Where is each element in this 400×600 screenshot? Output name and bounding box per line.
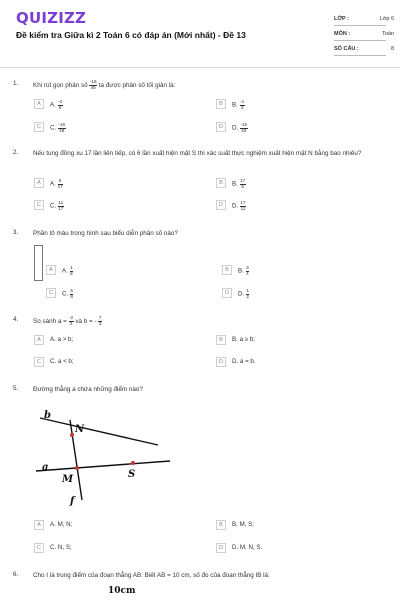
question-number: 5. [13,385,19,392]
question-text: Nếu tung đồng xu 17 lần liên tiếp, có 6 lần xuất hiện mặt S thì xác suất thực nghiệm xuất hiện mặt N bằng bao nhiêu? [33,150,362,157]
label-f: f [70,496,75,507]
option-letter-box: D [216,200,226,210]
label-a: a [42,462,49,473]
meta-class: LỚP : Lớp 6 [334,16,394,22]
question-number: 4. [13,316,19,323]
question-text: So sánh a = $\frac{-2}{3}$ và b = - $\frac{7}{3}$ [33,315,102,326]
meta-question-count: SỐ CÂU : 8 [334,46,394,52]
question-number: 2. [13,149,19,156]
geometry-figure [30,400,180,510]
segment-length-label: 10cm [108,586,136,596]
meta-divider [334,40,386,41]
option-letter-box: C [34,200,44,210]
line-b [40,418,158,445]
option-letter-box: D [216,357,226,367]
question-number: 1. [13,80,19,87]
label-m: M [62,474,74,485]
option-letter-box: B [216,520,226,530]
option-letter-box: C [34,357,44,367]
label-n: N [75,424,85,435]
option-letter-box: D [216,122,226,132]
meta-divider [334,25,386,26]
fraction: $\frac{7}{3}$ [98,315,102,326]
quizizz-logo: QUIZIZZ [16,9,87,27]
fraction: $\frac{-2}{3}$ [69,315,74,326]
option-letter-box: C [34,543,44,553]
question-text: Khi rút gọn phân số $\frac{-16}{48}$ ta được phân số tối giản là: [33,79,176,90]
document-header [0,0,400,62]
option-letter-box: A [34,335,44,345]
option-letter-box: B [216,99,226,109]
label-s: S [128,469,136,480]
meta-divider [334,55,386,56]
option-letter-box: D [216,543,226,553]
option-letter-box: C [34,122,44,132]
option-letter-box: B [216,178,226,188]
option-letter-box: A [34,99,44,109]
question-text: Đường thẳng a chứa những điểm nào? [33,386,143,393]
option-letter-box: C [46,288,56,298]
document-title: Đề kiểm tra Giữa kì 2 Toán 6 có đáp án (Mới nhất) - Đề 13 [16,30,246,40]
line-a [36,461,170,471]
question-text: Phần tô màu trong hình sau biểu diễn phân số nào? [33,230,178,237]
option-letter-box: A [34,520,44,530]
point-n [70,433,74,437]
option-letter-box: B [222,265,232,275]
header-divider [0,67,400,68]
point-m [75,466,79,470]
option-letter-box: B [216,335,226,345]
question-text: Cho I là trung điểm của đoạn thẳng AB. Biết AB = 10 cm, số đo của đoạn thẳng IB là: [33,572,270,579]
fraction: $\frac{-16}{48}$ [89,79,97,90]
meta-subject: MÔN : Toán [334,31,394,37]
option-letter-box: A [46,265,56,275]
option-letter-box: A [34,178,44,188]
label-b: b [44,410,51,421]
question-number: 3. [13,229,19,236]
question-number: 6. [13,571,19,578]
fraction-figure [34,245,43,281]
point-s [131,461,135,465]
option-letter-box: D [222,288,232,298]
